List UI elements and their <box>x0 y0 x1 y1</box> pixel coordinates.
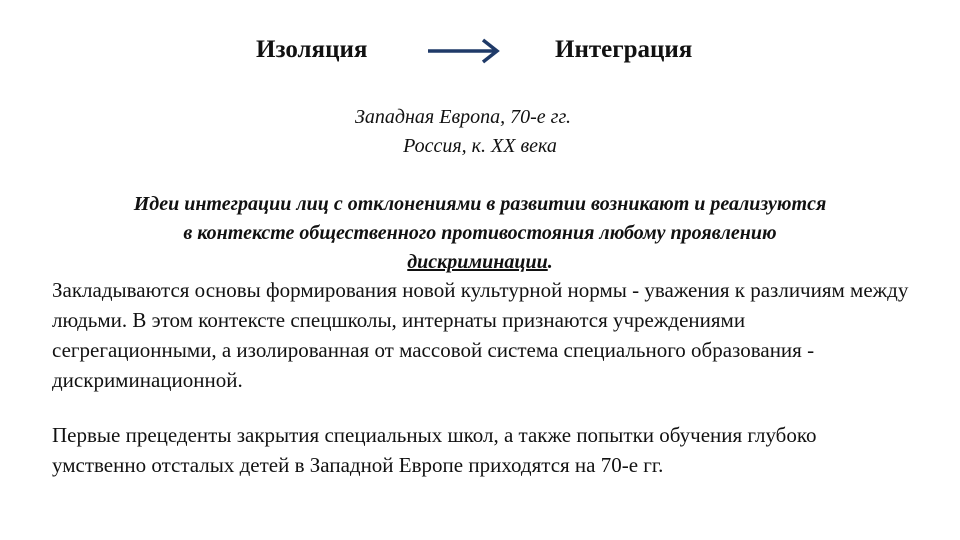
idea-end-punct: . <box>547 251 553 273</box>
paragraph-first-precedents: Первые прецеденты закрытия специальных школ, а также попытки обучения глубоко умственно отсталых детей в Западной Европе приходятся на 70-е гг. <box>52 423 817 477</box>
idea-underlined-word: дискриминации <box>407 251 548 273</box>
term-integration: Интеграция <box>555 36 693 63</box>
integration-idea-statement <box>50 190 910 277</box>
subtitle-russia: Россия, к. ХХ века <box>403 135 557 157</box>
subtitle-western-europe: Западная Европа, 70-е гг. <box>354 106 571 128</box>
idea-line-2: в контексте общественного противостояния любому проявлению <box>183 222 777 244</box>
right-arrow-icon <box>426 36 502 66</box>
idea-line-1: Идеи интеграции лиц с отклонениями в развитии возникают и реализуются <box>133 193 827 215</box>
paragraph-cultural-norm: Закладываются основы формирования новой культурной нормы - уважения к различиям между людьми. В этом контексте спецшколы, интернаты признаются учреждениями сегрегационными, а изолированная от массовой система специального образования - дискриминационной. <box>52 278 909 392</box>
term-isolation: Изоляция <box>256 36 368 63</box>
